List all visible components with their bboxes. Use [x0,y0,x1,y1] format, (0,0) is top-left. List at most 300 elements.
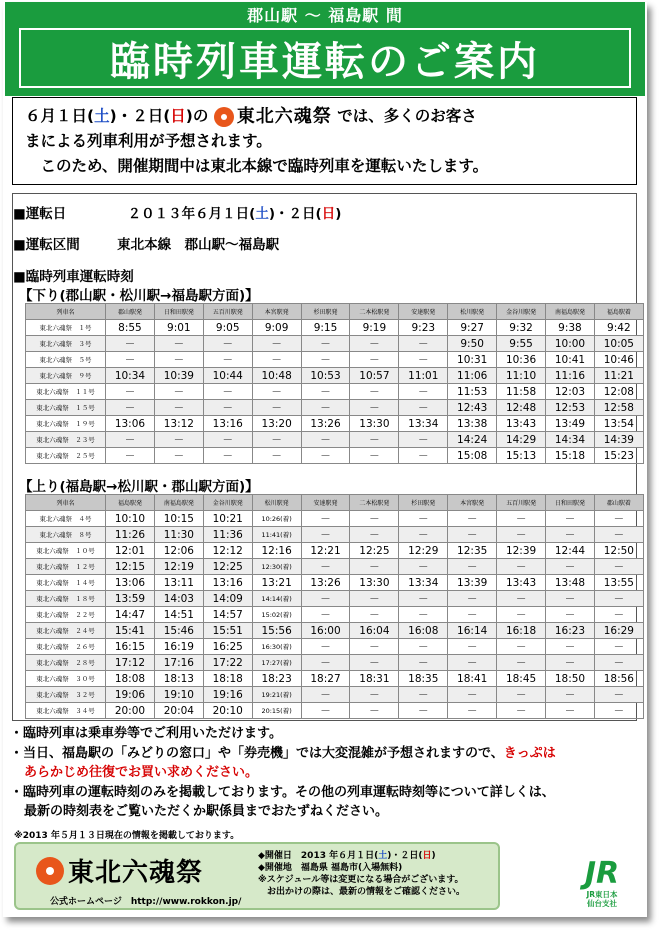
table-row [26,671,644,687]
time-cell: － [301,384,350,400]
festival-name: 東北六魂祭 [236,106,332,127]
time-cell: － [350,639,399,655]
jr-company: JR東日本 [586,890,618,899]
table-row [26,703,644,719]
time-cell: － [203,352,252,368]
time-cell: 14:03 [154,591,203,607]
time-cell: 10:34 [106,368,155,384]
up-timetable [25,494,644,719]
date-value: )・２日( [268,206,322,222]
train-name-cell: 東北六魂祭 ３号 [26,336,106,352]
time-cell: 14:57 [203,607,252,623]
column-header: 福島駅発 [106,495,155,511]
time-cell: 12:39 [497,543,546,559]
flower-icon [36,857,64,885]
time-cell: 11:30 [154,527,203,543]
time-cell: 14:24 [448,432,497,448]
time-cell: － [546,591,595,607]
time-cell: 10:39 [154,368,203,384]
time-cell: 16:29 [594,623,643,639]
time-cell: － [448,607,497,623]
time-cell: － [448,655,497,671]
time-cell: － [252,432,301,448]
time-cell: 13:55 [594,575,643,591]
time-cell: 12:48 [497,400,546,416]
time-cell: 13:16 [203,575,252,591]
time-cell: 17:16 [154,655,203,671]
time-cell: － [497,639,546,655]
time-cell: 18:27 [301,671,350,687]
time-cell: 15:56 [252,623,301,639]
time-cell: － [301,639,350,655]
intro-date-text: ６月１日( [25,107,95,125]
time-cell: 15:41 [106,623,155,639]
time-cell: － [350,703,399,719]
flower-icon [214,107,234,127]
train-name-cell: 東北六魂祭 １８号 [26,591,106,607]
column-header: 金谷川駅発 [203,495,252,511]
time-cell: 18:35 [399,671,448,687]
time-cell: 18:45 [497,671,546,687]
time-cell: 10:46 [594,352,643,368]
notes [10,724,640,822]
time-cell: 11:21 [594,368,643,384]
time-cell: － [301,448,350,464]
time-cell: － [301,607,350,623]
time-cell: 18:08 [106,671,155,687]
time-cell: － [594,639,643,655]
time-cell: － [350,400,399,416]
time-cell: － [350,527,399,543]
time-cell: 14:47 [106,607,155,623]
train-name-cell: 東北六魂祭 ２５号 [26,448,106,464]
table-header-row [26,304,644,320]
table-row [26,400,644,416]
sunday-label: 日 [422,851,432,861]
time-cell: 12:25 [203,559,252,575]
time-cell: 13:39 [448,575,497,591]
footnote: ※2013 年５月１３日現在の情報を掲載しております。 [14,831,240,841]
table-row [26,511,644,527]
time-cell: － [252,352,301,368]
time-cell: 18:56 [594,671,643,687]
time-cell: 13:43 [497,575,546,591]
time-cell: － [203,448,252,464]
column-header: 二本松駅発 [350,495,399,511]
time-cell: － [399,400,448,416]
note-2-text: ・当日、福島駅の「みどりの窓口」や「券売機」では大変混雑が予想されますので、 [10,745,504,761]
time-cell: 13:34 [399,416,448,432]
time-cell: 13:30 [350,575,399,591]
time-cell: 12:30(着) [252,559,301,575]
time-cell: 19:16 [203,687,252,703]
time-cell: 13:06 [106,575,155,591]
time-cell: 9:19 [350,320,399,336]
festival-info-box [14,842,500,910]
time-cell: － [497,703,546,719]
intro-date-text: )・２日( [109,107,171,125]
section-label: ■運転区間 [13,237,80,253]
column-header: 本宮駅発 [448,495,497,511]
time-cell: 18:50 [546,671,595,687]
timetable-label: ■臨時列車運転時刻 [13,269,134,285]
time-cell: 12:44 [546,543,595,559]
column-header: 日和田駅発 [546,495,595,511]
train-name-cell: 東北六魂祭 １１号 [26,384,106,400]
time-cell: 18:18 [203,671,252,687]
time-cell: 9:05 [203,320,252,336]
table-row [26,639,644,655]
time-cell: － [203,336,252,352]
time-cell: － [301,703,350,719]
column-header: 杉田駅発 [399,495,448,511]
time-cell: － [448,527,497,543]
time-cell: 11:41(着) [252,527,301,543]
time-cell: － [301,527,350,543]
time-cell: 16:04 [350,623,399,639]
time-cell: 9:09 [252,320,301,336]
time-cell: － [594,527,643,543]
time-cell: 13:38 [448,416,497,432]
time-cell: 12:25 [350,543,399,559]
homepage-link[interactable]: 公式ホームページ http://www.rokkon.jp/ [50,897,242,907]
time-cell: － [350,511,399,527]
time-cell: － [301,559,350,575]
table-row [26,336,644,352]
time-cell: 13:12 [154,416,203,432]
time-cell: 13:30 [350,416,399,432]
saturday-label: 土 [94,107,110,125]
date-row [13,202,341,222]
time-cell: － [399,559,448,575]
header-banner [5,2,645,96]
time-cell: 9:32 [497,320,546,336]
time-cell: 17:27(着) [252,655,301,671]
time-cell: 12:50 [594,543,643,559]
time-cell: － [399,687,448,703]
column-header: 二本松駅発 [350,304,399,320]
time-cell: 14:51 [154,607,203,623]
time-cell: 10:36 [497,352,546,368]
intro-line-3: このため、開催期間中は東北本線で臨時列車を運転いたします。 [25,157,489,175]
time-cell: － [203,384,252,400]
table-row [26,368,644,384]
time-cell: 12:08 [594,384,643,400]
note-2-warning: あらかじめ往復でお買い求めください。 [24,765,259,780]
column-header: 五百川駅発 [203,304,252,320]
time-cell: 11:36 [203,527,252,543]
time-cell: 15:46 [154,623,203,639]
time-cell: 16:18 [497,623,546,639]
section-value: 東北本線 郡山駅〜福島駅 [117,237,280,253]
time-cell: 19:10 [154,687,203,703]
table-row [26,448,644,464]
time-cell: 12:16 [252,543,301,559]
time-cell: 13:43 [497,416,546,432]
train-name-cell: 東北六魂祭 ３２号 [26,687,106,703]
time-cell: － [350,432,399,448]
column-header: 安達駅発 [301,495,350,511]
time-cell: 20:15(着) [252,703,301,719]
time-cell: － [350,448,399,464]
time-cell: 9:38 [546,320,595,336]
train-name-cell: 東北六魂祭 １２号 [26,559,106,575]
time-cell: － [546,687,595,703]
time-cell: － [546,639,595,655]
table-row [26,623,644,639]
intro-box [12,97,637,185]
time-cell: 12:53 [546,400,595,416]
down-timetable [25,303,644,464]
table-row [26,416,644,432]
date-value: ２０１３年６月１日( [127,206,256,222]
up-title: 【上り(福島駅→松川駅・郡山駅方面)】 [19,479,259,495]
table-row [26,559,644,575]
table-row [26,320,644,336]
time-cell: － [448,559,497,575]
column-header: 杉田駅発 [301,304,350,320]
time-cell: － [594,559,643,575]
table-row [26,591,644,607]
time-cell: 15:18 [546,448,595,464]
time-cell: － [497,655,546,671]
time-cell: 16:19 [154,639,203,655]
note-3-text: ・臨時列車の運転時刻のみを掲載しております。その他の列車運転時刻等について詳しくは、 [10,784,555,800]
time-cell: － [497,591,546,607]
time-cell: － [154,432,203,448]
time-cell: 12:21 [301,543,350,559]
time-cell: － [350,384,399,400]
table-row [26,607,644,623]
time-cell: － [301,687,350,703]
time-cell: 18:31 [350,671,399,687]
table-row [26,543,644,559]
time-cell: － [399,655,448,671]
time-cell: 11:58 [497,384,546,400]
time-cell: 15:08 [448,448,497,464]
time-cell: 13:59 [106,591,155,607]
event-date-text: ) [431,851,436,861]
train-name-cell: 東北六魂祭 ２４号 [26,623,106,639]
time-cell: 10:10 [106,511,155,527]
column-header: 南福島駅発 [546,304,595,320]
train-name-cell: 東北六魂祭 ８号 [26,527,106,543]
time-cell: 12:43 [448,400,497,416]
time-cell: － [252,336,301,352]
time-cell: 9:27 [448,320,497,336]
event-note-2: お出かけの際は、最新の情報をご確認ください。 [258,887,466,897]
time-cell: 16:00 [301,623,350,639]
note-3-text: 最新の時刻表をご覧いただくか駅係員までおたずねください。 [24,804,389,819]
train-name-cell: 東北六魂祭 ３４号 [26,703,106,719]
time-cell: 9:42 [594,320,643,336]
time-cell: 10:15 [154,511,203,527]
saturday-label: 土 [255,206,269,222]
time-cell: 9:23 [399,320,448,336]
table-row [26,384,644,400]
time-cell: 17:22 [203,655,252,671]
time-cell: 19:21(着) [252,687,301,703]
time-cell: 13:26 [301,416,350,432]
time-cell: 10:41 [546,352,595,368]
time-cell: 15:51 [203,623,252,639]
time-cell: － [399,511,448,527]
down-title: 【下り(郡山駅・松川駅→福島駅方面)】 [19,288,259,304]
table-header-row [26,495,644,511]
time-cell: 10:44 [203,368,252,384]
time-cell: － [497,527,546,543]
time-cell: － [594,687,643,703]
time-cell: － [106,448,155,464]
column-header: 松川駅発 [252,495,301,511]
note-2 [10,744,640,783]
time-cell: 20:04 [154,703,203,719]
time-cell: 9:50 [448,336,497,352]
time-cell: 14:29 [497,432,546,448]
time-cell: 10:57 [350,368,399,384]
train-name-cell: 東北六魂祭 ５号 [26,352,106,368]
time-cell: － [106,336,155,352]
time-cell: 13:26 [301,575,350,591]
time-cell: － [497,687,546,703]
time-cell: － [399,384,448,400]
time-cell: 12:12 [203,543,252,559]
column-header: 五百川駅発 [497,495,546,511]
time-cell: 14:34 [546,432,595,448]
time-cell: 11:01 [399,368,448,384]
time-cell: － [106,400,155,416]
date-value: ) [335,206,342,222]
info-panel [12,193,637,721]
page-title: 臨時列車運転のご案内 [19,28,631,88]
train-name-cell: 東北六魂祭 ２３号 [26,432,106,448]
time-cell: 14:14(着) [252,591,301,607]
train-name-cell: 東北六魂祭 １４号 [26,575,106,591]
time-cell: 13:34 [399,575,448,591]
time-cell: － [448,687,497,703]
time-cell: 11:16 [546,368,595,384]
time-cell: 12:35 [448,543,497,559]
time-cell: － [350,591,399,607]
time-cell: － [252,384,301,400]
column-header: 列車名 [26,495,106,511]
time-cell: 12:06 [154,543,203,559]
time-cell: － [399,703,448,719]
festival-logo [214,104,332,129]
time-cell: 16:14 [448,623,497,639]
time-cell: 10:05 [594,336,643,352]
jr-branch: 仙台支社 [587,899,617,908]
time-cell: － [546,607,595,623]
time-cell: 13:11 [154,575,203,591]
time-cell: 19:06 [106,687,155,703]
time-cell: － [154,400,203,416]
time-cell: － [594,511,643,527]
time-cell: － [594,655,643,671]
time-cell: 18:23 [252,671,301,687]
time-cell: 14:39 [594,432,643,448]
time-cell: 11:26 [106,527,155,543]
time-cell: 10:31 [448,352,497,368]
time-cell: 12:15 [106,559,155,575]
time-cell: 15:23 [594,448,643,464]
time-cell: － [399,639,448,655]
time-cell: 13:54 [594,416,643,432]
time-cell: － [399,432,448,448]
time-cell: － [448,703,497,719]
time-cell: － [448,511,497,527]
note-1: ・臨時列車は乗車券等でご利用いただけます。 [10,726,282,741]
time-cell: － [350,655,399,671]
time-cell: 9:01 [154,320,203,336]
time-cell: － [497,607,546,623]
time-cell: － [301,352,350,368]
time-cell: 13:48 [546,575,595,591]
time-cell: － [301,400,350,416]
time-cell: － [497,559,546,575]
time-cell: 12:19 [154,559,203,575]
time-cell: － [399,336,448,352]
date-label: ■運転日 [13,206,67,222]
time-cell: － [301,591,350,607]
table-row [26,432,644,448]
time-cell: － [546,511,595,527]
time-cell: 11:06 [448,368,497,384]
time-cell: 11:53 [448,384,497,400]
time-cell: 10:26(着) [252,511,301,527]
time-cell: － [399,607,448,623]
time-cell: 16:25 [203,639,252,655]
time-cell: － [350,559,399,575]
time-cell: 15:02(着) [252,607,301,623]
time-cell: 18:13 [154,671,203,687]
section-row [13,233,279,253]
time-cell: － [546,559,595,575]
time-cell: － [448,639,497,655]
note-3 [10,783,640,822]
table-row [26,352,644,368]
time-cell: － [448,591,497,607]
time-cell: 9:55 [497,336,546,352]
time-cell: － [350,687,399,703]
train-name-cell: 東北六魂祭 ４号 [26,511,106,527]
intro-text: では、多くのお客さ [337,107,477,125]
intro-text: )の [185,107,209,125]
time-cell: 12:03 [546,384,595,400]
time-cell: 10:48 [252,368,301,384]
column-header: 金谷川駅発 [497,304,546,320]
saturday-label: 土 [378,851,388,861]
time-cell: 16:23 [546,623,595,639]
time-cell: － [399,591,448,607]
time-cell: － [106,384,155,400]
time-cell: － [301,336,350,352]
column-header: 南福島駅発 [154,495,203,511]
time-cell: － [301,655,350,671]
time-cell: 11:10 [497,368,546,384]
time-cell: 8:55 [106,320,155,336]
train-name-cell: 東北六魂祭 ２６号 [26,639,106,655]
time-cell: － [350,336,399,352]
column-header: 福島駅着 [594,304,643,320]
event-date [258,850,465,862]
time-cell: － [399,352,448,368]
train-name-cell: 東北六魂祭 １９号 [26,416,106,432]
table-row [26,687,644,703]
time-cell: 14:09 [203,591,252,607]
time-cell: 20:00 [106,703,155,719]
time-cell: 13:16 [203,416,252,432]
